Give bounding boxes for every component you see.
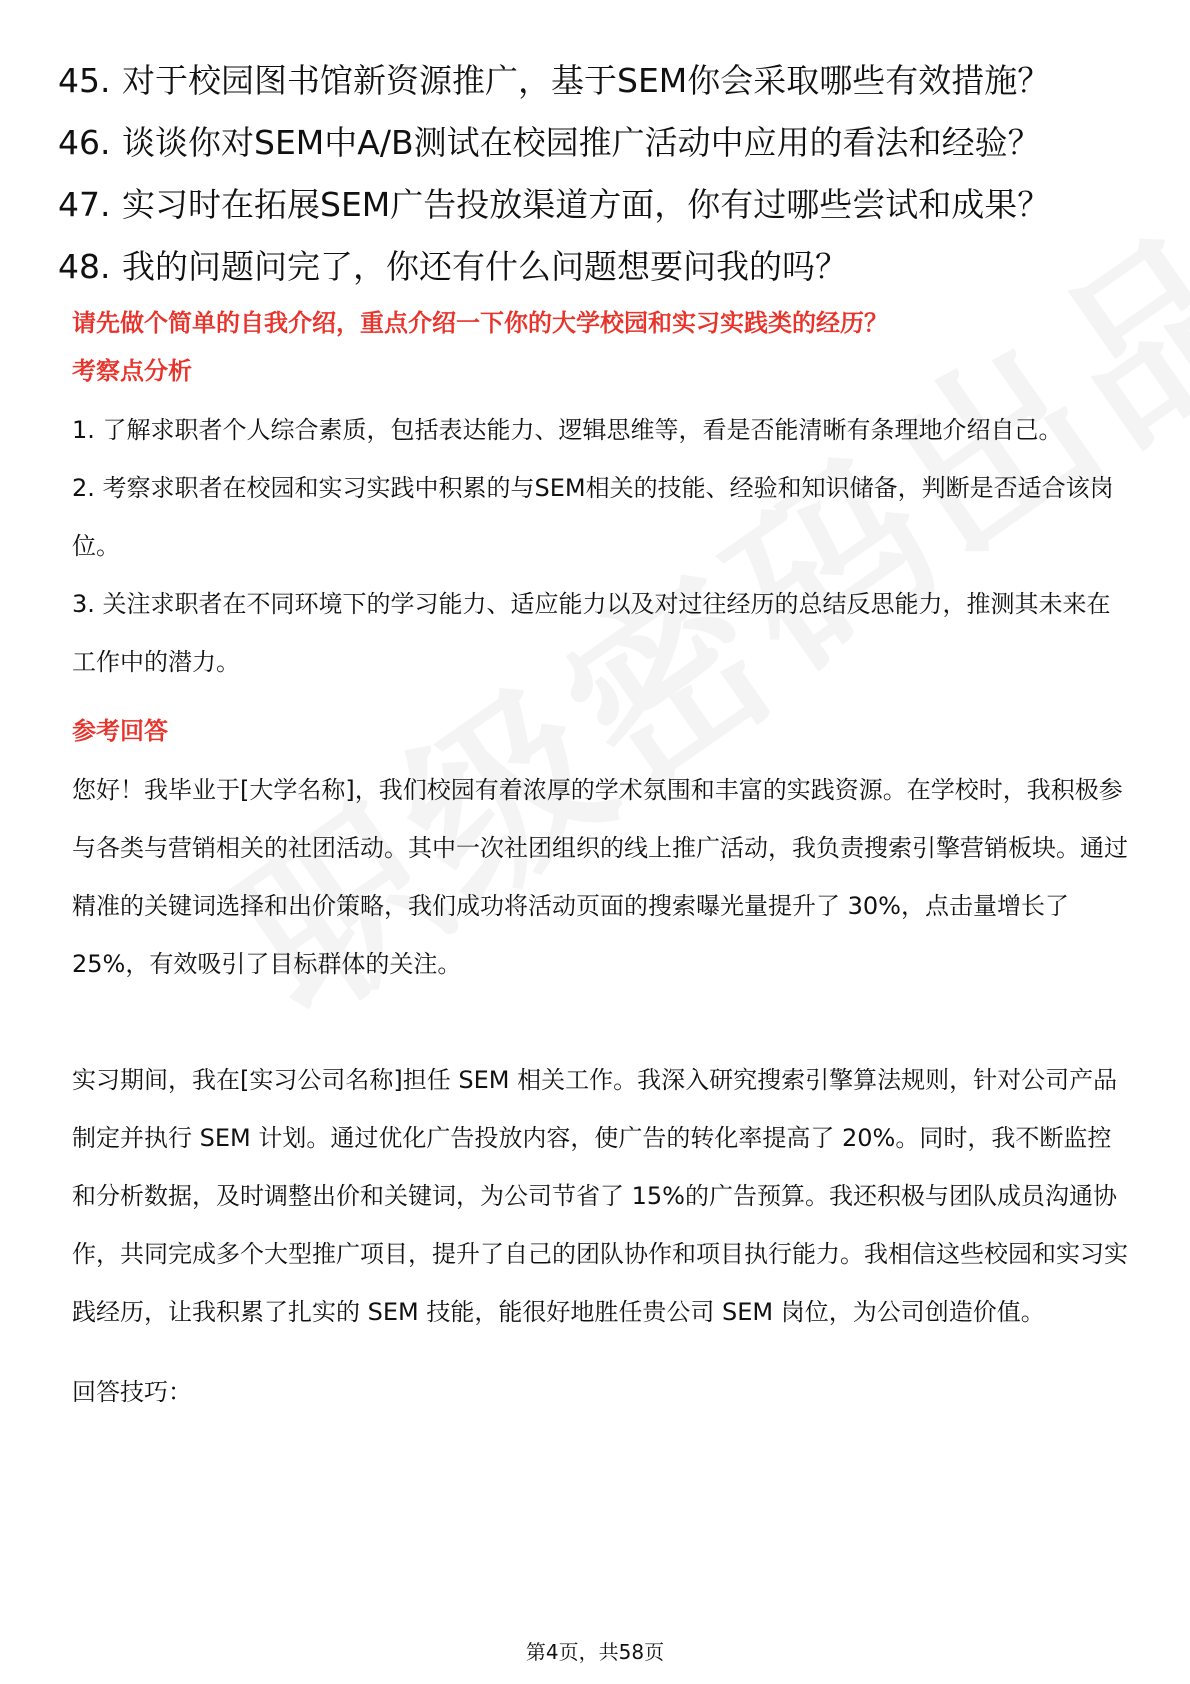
analysis-list [72,401,1132,691]
question-item-45 [58,50,1138,112]
page-number-footer: 第4页，共58页 [525,1640,665,1664]
analysis-item: 2. 考察求职者在校园和实习实践中积累的与SEM相关的技能、经验和知识储备，判断是否适合该岗位。 [72,474,1114,560]
question-item-48 [58,236,1138,298]
question-text: 对于校园图书馆新资源推广，基于SEM你会采取哪些有效措施？ [122,61,1051,100]
analysis-item: 1. 了解求职者个人综合素质，包括表达能力、逻辑思维等，看是否能清晰有条理地介绍自己。 [72,416,1063,444]
analysis-heading: 考察点分析 [72,357,192,385]
question-text: 我的问题问完了，你还有什么问题想要问我的吗？ [122,247,848,286]
interview-question-title: 请先做个简单的自我介绍，重点介绍一下你的大学校园和实习实践类的经历？ [72,309,888,337]
question-item-47 [58,174,1138,236]
question-text: 谈谈你对SEM中A/B测试在校园推广活动中应用的看法和经验？ [122,123,1041,162]
content-section [72,303,1132,1421]
answer-heading: 参考回答 [72,717,168,745]
question-text: 实习时在拓展SEM广告投放渠道方面，你有过哪些尝试和成果？ [122,185,1051,224]
analysis-item: 3. 关注求职者在不同环境下的学习能力、适应能力以及对过往经历的总结反思能力，推测其未来在工作中的潜力。 [72,590,1111,676]
question-item-46 [58,112,1138,174]
answer-paragraph-1: 您好！我毕业于[大学名称]，我们校园有着浓厚的学术氛围和丰富的实践资源。在学校时，我积极参与各类与营销相关的社团活动。其中一次社团组织的线上推广活动，我负责搜索引擎营销板块。通过精准的关键词选择和出价策略，我们成功将活动页面的搜索曝光量提升了 30%，点击量增长了 25%，有效吸引了目标群体的关注。 [72,776,1128,978]
question-number: 46. [58,123,111,162]
question-number: 48. [58,247,111,286]
answer-paragraph-2: 实习期间，我在[实习公司名称]担任 SEM 相关工作。我深入研究搜索引擎算法规则，针对公司产品制定并执行 SEM 计划。通过优化广告投放内容，使广告的转化率提高了 20%。同时，我不断监控和分析数据，及时调整出价和关键词，为公司节省了 15%的广告预算。我还积极与团队成员沟通协作，共同完成多个大型推广项目，提升了自己的团队协作和项目执行能力。我相信这些校园和实习实践经历，让我积累了扎实的 SEM 技能，能很好地胜任贵公司 SEM 岗位，为公司创造价值。 [72,1066,1128,1326]
question-number: 47. [58,185,111,224]
question-list [58,50,1138,298]
question-number: 45. [58,61,111,100]
answer-tips-label: 回答技巧： [72,1378,192,1406]
